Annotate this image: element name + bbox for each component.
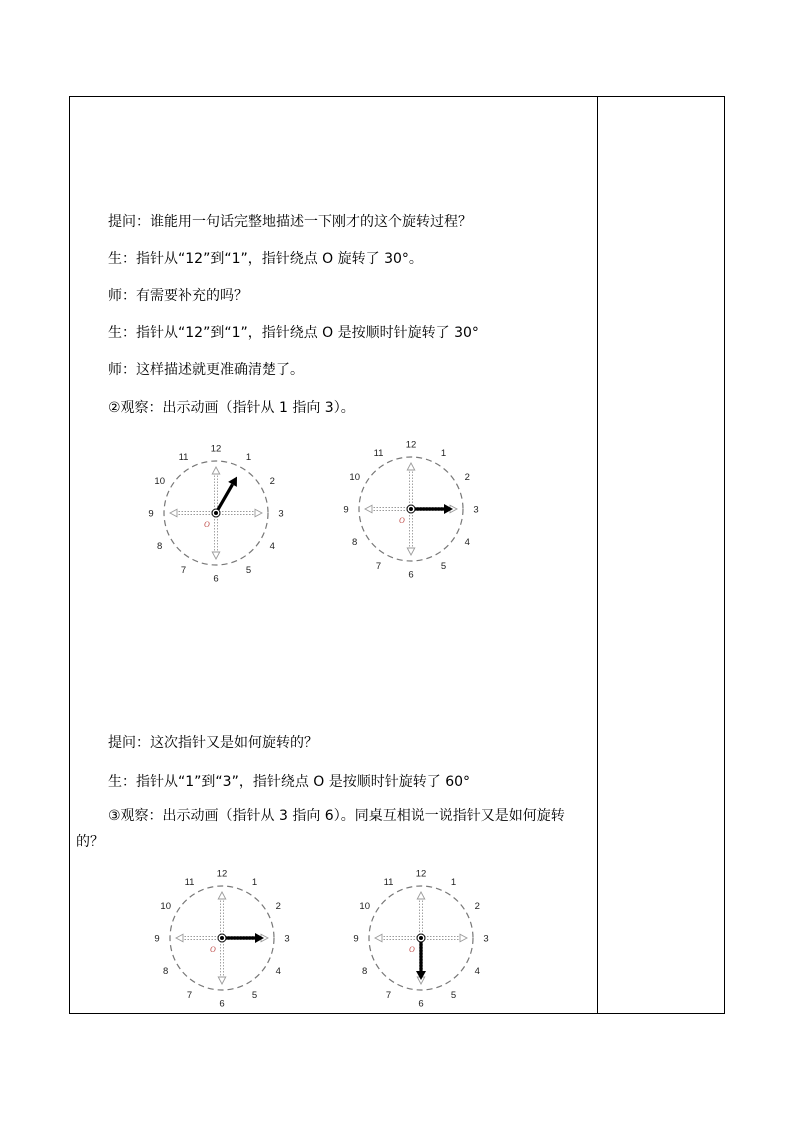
clock-number: 2 <box>464 472 470 483</box>
clock-number: 10 <box>359 901 370 912</box>
text-line-1: 提问：谁能用一句话完整地描述一下刚才的这个旋转过程？ <box>108 214 472 230</box>
clock-number: 8 <box>362 966 368 977</box>
clock-number: 4 <box>464 537 470 548</box>
clock-number: 3 <box>473 504 479 516</box>
clock-2 <box>341 436 481 585</box>
text-line-3: 师：有需要补充的吗？ <box>108 288 248 304</box>
text-line-2: 生：指针从“12”到“1”，指针绕点 O 旋转了 30°。 <box>108 251 423 267</box>
column-divider <box>597 97 598 1013</box>
guide-arrow-left <box>176 934 222 942</box>
text-line-5: 师：这样描述就更准确清楚了。 <box>108 362 304 378</box>
clock-number: 12 <box>405 439 417 451</box>
clock-number: 8 <box>157 541 163 552</box>
clock-number: 6 <box>418 998 424 1010</box>
guide-arrow-down <box>218 938 226 984</box>
guide-arrow-up <box>407 463 415 509</box>
clock-number: 7 <box>385 989 392 1001</box>
clock-number: 10 <box>349 472 360 483</box>
clock-number: 5 <box>251 989 258 1001</box>
pivot-point <box>417 934 425 942</box>
clock-number: 8 <box>352 537 358 548</box>
text-line-7: 提问：这次指针又是如何旋转的？ <box>108 735 318 751</box>
center-label: O <box>204 520 210 529</box>
clock-number: 9 <box>343 504 349 516</box>
guide-arrow-up <box>417 892 425 938</box>
center-label: O <box>210 945 216 954</box>
clock-number: 3 <box>278 508 284 520</box>
guide-arrow-right <box>216 509 262 517</box>
clock-number: 7 <box>375 560 382 572</box>
clock-4 <box>351 865 491 1014</box>
clock-number: 5 <box>450 989 457 1001</box>
clock-number: 4 <box>474 966 480 977</box>
clock-number: 5 <box>440 560 447 572</box>
clock-hand <box>415 504 453 514</box>
clock-1 <box>146 440 286 589</box>
clock-number: 1 <box>440 448 447 460</box>
clock-number: 4 <box>269 541 275 552</box>
guide-arrow-left <box>365 505 411 513</box>
clock-face <box>146 440 286 585</box>
clock-3 <box>152 865 292 1014</box>
text-line-9: ③观察：出示动画（指针从 3 指向 6）。同桌互相说一说指针又是如何旋转的？ <box>76 808 565 850</box>
pivot-point <box>212 509 220 517</box>
clock-face <box>152 865 292 1010</box>
clock-number: 12 <box>210 443 222 455</box>
guide-arrow-left <box>375 934 421 942</box>
guide-arrow-down <box>212 513 220 559</box>
clock-number: 11 <box>373 448 384 460</box>
pivot-point <box>218 934 226 942</box>
clock-number: 11 <box>178 452 189 464</box>
clock-number: 5 <box>245 564 252 576</box>
clock-number: 9 <box>353 933 359 945</box>
center-label: O <box>409 945 415 954</box>
clock-number: 8 <box>163 966 169 977</box>
clock-number: 1 <box>251 877 258 889</box>
lesson-table <box>69 96 725 1014</box>
clock-number: 7 <box>186 989 193 1001</box>
clock-number: 3 <box>284 933 290 945</box>
clock-number: 11 <box>184 877 195 889</box>
guide-arrow-left <box>170 509 216 517</box>
clock-number: 2 <box>275 901 281 912</box>
clock-number: 6 <box>213 573 219 585</box>
clock-number: 11 <box>383 877 394 889</box>
clock-number: 2 <box>269 476 275 487</box>
clock-hand <box>226 933 264 943</box>
clock-number: 10 <box>154 476 165 487</box>
clock-number: 7 <box>180 564 187 576</box>
guide-arrow-up <box>218 892 226 938</box>
clock-hand <box>218 477 237 510</box>
pivot-point <box>407 505 415 513</box>
clock-face <box>341 436 481 581</box>
clock-hand <box>416 942 426 980</box>
clock-number: 6 <box>219 998 225 1010</box>
clock-number: 1 <box>450 877 457 889</box>
clock-number: 9 <box>154 933 160 945</box>
clock-face <box>351 865 491 1010</box>
text-line-4: 生：指针从“12”到“1”，指针绕点 O 是按顺时针旋转了 30° <box>108 325 479 341</box>
clock-number: 12 <box>216 868 228 880</box>
guide-arrow-down <box>407 509 415 555</box>
clock-number: 4 <box>275 966 281 977</box>
text-line-8: 生：指针从“1”到“3”，指针绕点 O 是按顺时针旋转了 60° <box>108 774 471 790</box>
clock-number: 10 <box>160 901 171 912</box>
guide-arrow-right <box>421 934 467 942</box>
text-line-6: ②观察：出示动画（指针从 1 指向 3）。 <box>108 400 355 416</box>
clock-number: 9 <box>148 508 154 520</box>
center-label: O <box>399 516 405 525</box>
clock-number: 3 <box>483 933 489 945</box>
clock-number: 1 <box>245 452 252 464</box>
clock-number: 6 <box>408 569 414 581</box>
clock-number: 12 <box>415 868 427 880</box>
clock-number: 2 <box>474 901 480 912</box>
